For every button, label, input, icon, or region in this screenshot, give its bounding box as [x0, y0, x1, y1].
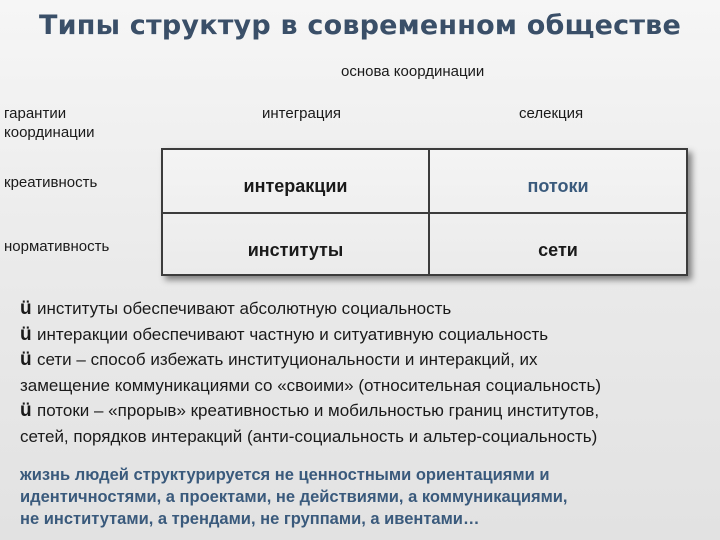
checkmark-icon: ü	[20, 298, 32, 319]
cell-institutions: институты	[247, 240, 344, 260]
bullet-item-institutions	[20, 296, 710, 322]
column-header-selection: селекция	[519, 105, 584, 122]
slide-title: Типы структур в современном обществе	[39, 10, 681, 41]
column-header-integration: интеграция	[262, 105, 341, 122]
bullet-text: интеракции обеспечивают частную и ситуативную социальность	[37, 324, 549, 344]
bullet-text: институты обеспечивают абсолютную социальность	[37, 299, 452, 318]
conclusion-text	[20, 464, 710, 530]
cell-networks: сети	[538, 240, 578, 260]
coordination-guarantee-label-line-1: гарантии	[4, 105, 67, 122]
bullet-item-flows-continued: сетей, порядков интеракций (анти-социальность и альтер-социальность)	[20, 426, 598, 446]
conclusion-line-3: не институтами, а трендами, не группами, а ивентами…	[20, 510, 480, 528]
bullet-item-flows	[20, 398, 710, 424]
conclusion-line-2: идентичностями, а проектами, не действиями, а коммуникациями,	[20, 488, 568, 506]
checkmark-icon: ü	[20, 349, 32, 370]
cell-flows: потоки	[527, 176, 589, 196]
bullet-text: потоки – «прорыв» креативностью и мобильностью границ институтов,	[37, 401, 600, 420]
bullet-text: сети – способ избежать институциональности и интеракций, их	[37, 350, 538, 369]
bullet-list	[20, 296, 710, 449]
bullet-item-networks-continued: замещение коммуникациями со «своими» (относительная социальность)	[20, 375, 601, 395]
structure-types-matrix	[161, 148, 688, 276]
bullet-item-networks	[20, 347, 710, 373]
cell-interactions: интеракции	[243, 176, 348, 196]
checkmark-icon: ü	[20, 400, 32, 421]
checkmark-icon: ü	[20, 323, 32, 345]
bullet-item-interactions	[20, 322, 710, 348]
coordination-guarantee-label	[4, 104, 95, 142]
coordination-guarantee-label-line-2: координации	[4, 124, 95, 141]
matrix-horizontal-divider	[163, 212, 686, 214]
row-header-normativity: нормативность	[4, 238, 110, 255]
row-header-creativity: креативность	[4, 174, 98, 191]
conclusion-line-1: жизнь людей структурируется не ценностными ориентациями и	[20, 466, 550, 484]
coordination-basis-label: основа координации	[341, 63, 485, 80]
